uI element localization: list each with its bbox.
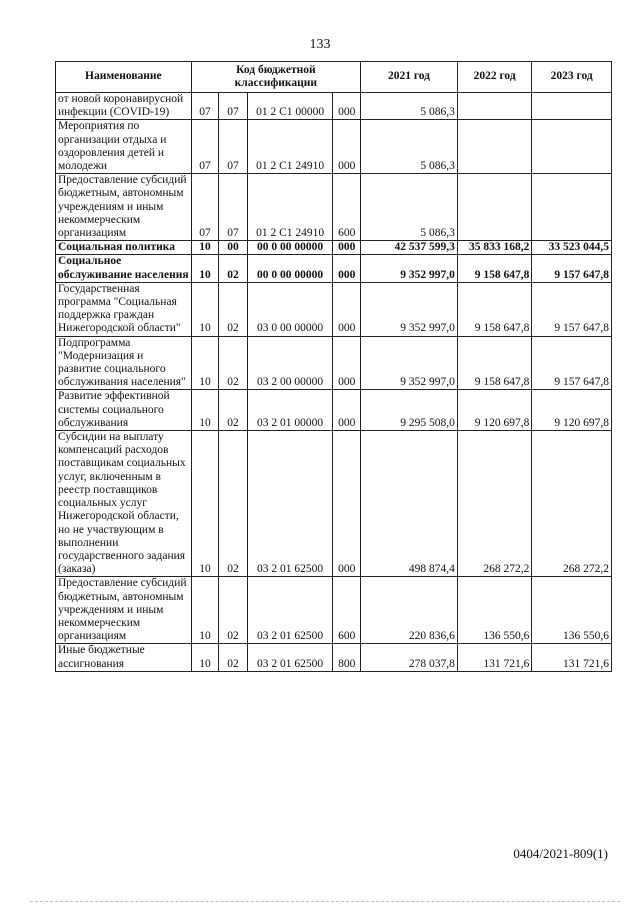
row-name: от новой коронавирусной инфекции (COVID-19) <box>56 93 192 120</box>
row-subsection: 02 <box>219 282 248 336</box>
row-2021: 9 352 997,0 <box>361 255 458 282</box>
row-expense-type: 000 <box>333 93 361 120</box>
row-2021: 5 086,3 <box>361 120 458 174</box>
row-name: Мероприятия по организации отдыха и оздоровления детей и молодежи <box>56 120 192 174</box>
row-expense-type: 000 <box>333 255 361 282</box>
row-2023: 9 120 697,8 <box>532 390 612 431</box>
row-2021: 42 537 599,3 <box>361 241 458 255</box>
row-target-code: 00 0 00 00000 <box>247 255 333 282</box>
table-row <box>56 93 612 120</box>
row-name: Государственная программа "Социальная поддержка граждан Нижегородской области" <box>56 282 192 336</box>
row-2021: 278 037,8 <box>361 644 458 671</box>
table-row <box>56 174 612 241</box>
row-name: Социальное обслуживание населения <box>56 255 192 282</box>
row-2021: 9 295 508,0 <box>361 390 458 431</box>
row-2021: 498 874,4 <box>361 431 458 577</box>
page-number: 133 <box>309 37 331 52</box>
row-2022: 268 272,2 <box>457 431 531 577</box>
row-name: Подпрограмма "Модернизация и развитие социального обслуживания населения" <box>56 336 192 390</box>
row-2023: 131 721,6 <box>532 644 612 671</box>
header-2022: 2022 год <box>457 62 531 93</box>
row-2022: 136 550,6 <box>457 577 531 644</box>
row-target-code: 01 2 С1 24910 <box>247 174 333 241</box>
row-2021: 9 352 997,0 <box>361 336 458 390</box>
row-expense-type: 000 <box>333 120 361 174</box>
row-expense-type: 000 <box>333 282 361 336</box>
table-row <box>56 390 612 431</box>
row-name: Предоставление субсидий бюджетным, автономным учреждениям и иным некоммерческим организациям <box>56 174 192 241</box>
row-target-code: 03 2 00 00000 <box>247 336 333 390</box>
row-name: Предоставление субсидий бюджетным, автономным учреждениям и иным некоммерческим организациям <box>56 577 192 644</box>
row-2022: 131 721,6 <box>457 644 531 671</box>
row-section: 10 <box>191 644 219 671</box>
row-2022: 9 158 647,8 <box>457 336 531 390</box>
row-subsection: 02 <box>219 644 248 671</box>
row-subsection: 02 <box>219 336 248 390</box>
row-section: 07 <box>191 120 219 174</box>
row-subsection: 07 <box>219 120 248 174</box>
row-subsection: 07 <box>219 174 248 241</box>
row-target-code: 03 2 01 00000 <box>247 390 333 431</box>
row-section: 10 <box>191 431 219 577</box>
table-row <box>56 336 612 390</box>
row-2022: 9 158 647,8 <box>457 255 531 282</box>
row-2023: 9 157 647,8 <box>532 255 612 282</box>
row-2021: 5 086,3 <box>361 174 458 241</box>
document-code: 0404/2021-809(1) <box>513 846 608 861</box>
row-2023: 9 157 647,8 <box>532 282 612 336</box>
row-subsection: 02 <box>219 577 248 644</box>
header-2023: 2023 год <box>532 62 612 93</box>
row-2023: 33 523 044,5 <box>532 241 612 255</box>
row-expense-type: 000 <box>333 241 361 255</box>
row-subsection: 02 <box>219 390 248 431</box>
table-row <box>56 241 612 255</box>
row-2021: 220 836,6 <box>361 577 458 644</box>
row-section: 10 <box>191 390 219 431</box>
row-expense-type: 000 <box>333 390 361 431</box>
row-2022 <box>457 174 531 241</box>
row-section: 10 <box>191 577 219 644</box>
table-row <box>56 577 612 644</box>
row-2023: 136 550,6 <box>532 577 612 644</box>
row-name: Развитие эффективной системы социального обслуживания <box>56 390 192 431</box>
scan-edge-divider <box>30 901 620 902</box>
row-target-code: 03 2 01 62500 <box>247 644 333 671</box>
budget-table <box>55 61 612 672</box>
row-target-code: 03 0 00 00000 <box>247 282 333 336</box>
table-row <box>56 431 612 577</box>
row-subsection: 02 <box>219 255 248 282</box>
row-section: 07 <box>191 174 219 241</box>
row-expense-type: 000 <box>333 431 361 577</box>
row-2022: 9 120 697,8 <box>457 390 531 431</box>
row-target-code: 03 2 01 62500 <box>247 577 333 644</box>
table-row <box>56 644 612 671</box>
row-section: 10 <box>191 255 219 282</box>
row-2022 <box>457 93 531 120</box>
row-2021: 9 352 997,0 <box>361 282 458 336</box>
row-2022 <box>457 120 531 174</box>
table-header-row <box>56 62 612 93</box>
row-target-code: 01 2 С1 24910 <box>247 120 333 174</box>
header-code: Код бюджетной классификации <box>191 62 360 93</box>
header-2021: 2021 год <box>361 62 458 93</box>
row-2023 <box>532 93 612 120</box>
row-subsection: 02 <box>219 431 248 577</box>
row-name: Социальная политика <box>56 241 192 255</box>
row-subsection: 07 <box>219 93 248 120</box>
row-target-code: 00 0 00 00000 <box>247 241 333 255</box>
row-2023: 9 157 647,8 <box>532 336 612 390</box>
row-2023: 268 272,2 <box>532 431 612 577</box>
row-section: 10 <box>191 282 219 336</box>
row-2022: 9 158 647,8 <box>457 282 531 336</box>
row-target-code: 01 2 С1 00000 <box>247 93 333 120</box>
row-2022: 35 833 168,2 <box>457 241 531 255</box>
row-expense-type: 000 <box>333 336 361 390</box>
row-section: 10 <box>191 336 219 390</box>
table-row <box>56 255 612 282</box>
table-row <box>56 120 612 174</box>
row-2023 <box>532 174 612 241</box>
row-section: 10 <box>191 241 219 255</box>
row-target-code: 03 2 01 62500 <box>247 431 333 577</box>
header-name: Наименование <box>56 62 192 93</box>
row-name: Иные бюджетные ассигнования <box>56 644 192 671</box>
row-section: 07 <box>191 93 219 120</box>
row-2021: 5 086,3 <box>361 93 458 120</box>
row-expense-type: 800 <box>333 644 361 671</box>
row-subsection: 00 <box>219 241 248 255</box>
row-name: Субсидии на выплату компенсаций расходов поставщикам социальных услуг, включенным в реестр поставщиков социальных услуг Нижегородской области, но не участвующим в выполнении государственного задания (заказа) <box>56 431 192 577</box>
row-expense-type: 600 <box>333 174 361 241</box>
row-expense-type: 600 <box>333 577 361 644</box>
row-2023 <box>532 120 612 174</box>
table-row <box>56 282 612 336</box>
